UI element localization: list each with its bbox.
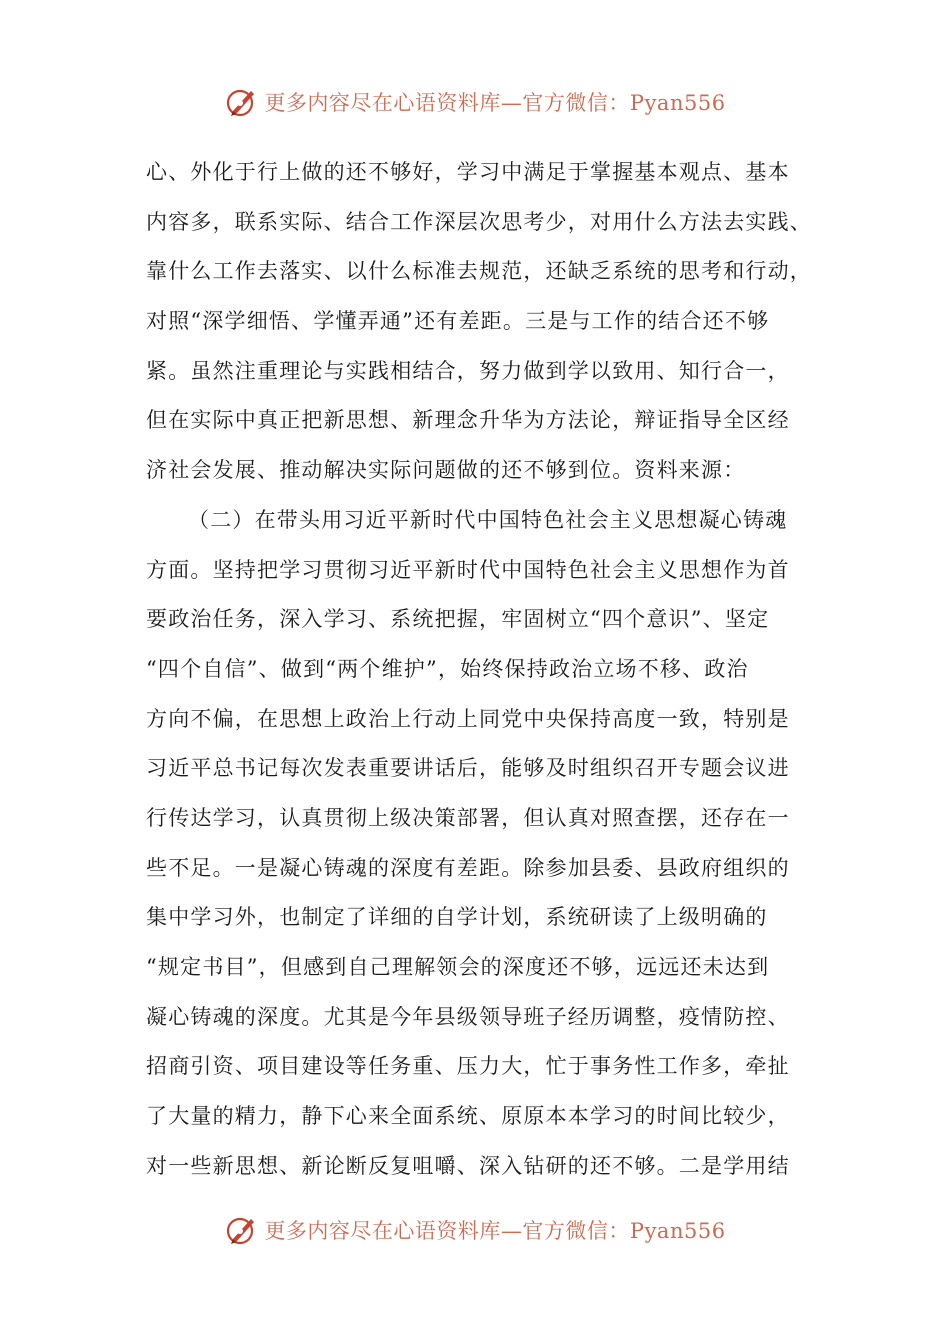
body-line: 对照“深学细悟、学懂弄通”还有差距。三是与工作的结合还不够 bbox=[146, 309, 770, 334]
body-line: 习近平总书记每次发表重要讲话后，能够及时组织召开专题会议进 bbox=[146, 756, 790, 781]
pen-circle-logo-icon bbox=[224, 85, 258, 119]
footer-banner bbox=[0, 1210, 950, 1250]
body-line: 些不足。一是凝心铸魂的深度有差距。除参加县委、县政府组织的 bbox=[146, 855, 790, 880]
body-line: 紧。虽然注重理论与实践相结合，努力做到学以致用、知行合一， bbox=[146, 358, 790, 383]
body-line: 行传达学习，认真贯彻上级决策部署，但认真对照查摆，还存在一 bbox=[146, 805, 790, 830]
body-line: 招商引资、项目建设等任务重、压力大，忙于事务性工作多，牵扯 bbox=[146, 1054, 790, 1079]
body-line: 对一些新思想、新论断反复咀嚼、深入钻研的还不够。二是学用结 bbox=[146, 1153, 790, 1178]
body-line: 集中学习外，也制定了详细的自学计划，系统研读了上级明确的 bbox=[146, 905, 768, 930]
body-line: “四个自信”、做到“两个维护”，始终保持政治立场不移、政治 bbox=[146, 656, 749, 681]
body-line: 靠什么工作去落实、以什么标准去规范，还缺乏系统的思考和行动， bbox=[146, 259, 812, 284]
body-line: 要政治任务，深入学习、系统把握，牢固树立“四个意识”、坚定 bbox=[146, 607, 770, 632]
body-line: 心、外化于行上做的还不够好，学习中满足于掌握基本观点、基本 bbox=[146, 160, 790, 184]
footer-banner-text: 更多内容尽在心语资料库—官方微信：Pyan556 bbox=[264, 1219, 726, 1243]
body-line: 方面。坚持把学习贯彻习近平新时代中国特色社会主义思想作为首 bbox=[146, 557, 790, 582]
body-line: “规定书目”，但感到自己理解领会的深度还不够，远远还未达到 bbox=[146, 955, 770, 979]
document-body bbox=[146, 148, 818, 1191]
body-line: 内容多，联系实际、结合工作深层次思考少，对用什么方法去实践、 bbox=[146, 209, 812, 234]
body-line: 方向不偏，在思想上政治上行动上同党中央保持高度一致，特别是 bbox=[146, 706, 790, 731]
body-line: 济社会发展、推动解决实际问题做的还不够到位。资料来源： bbox=[146, 458, 746, 483]
pen-circle-logo-icon bbox=[224, 1213, 258, 1247]
body-line: 凝心铸魂的深度。尤其是今年县级领导班子经历调整，疫情防控、 bbox=[146, 1004, 790, 1029]
section-heading-line: （二）在带头用习近平新时代中国特色社会主义思想凝心铸魂 bbox=[188, 507, 788, 532]
header-banner-text: 更多内容尽在心语资料库—官方微信：Pyan556 bbox=[264, 91, 726, 115]
header-banner bbox=[0, 82, 950, 122]
body-line: 但在实际中真正把新思想、新理念升华为方法论，辩证指导全区经 bbox=[146, 408, 790, 433]
body-line: 了大量的精力，静下心来全面系统、原原本本学习的时间比较少， bbox=[146, 1104, 790, 1129]
